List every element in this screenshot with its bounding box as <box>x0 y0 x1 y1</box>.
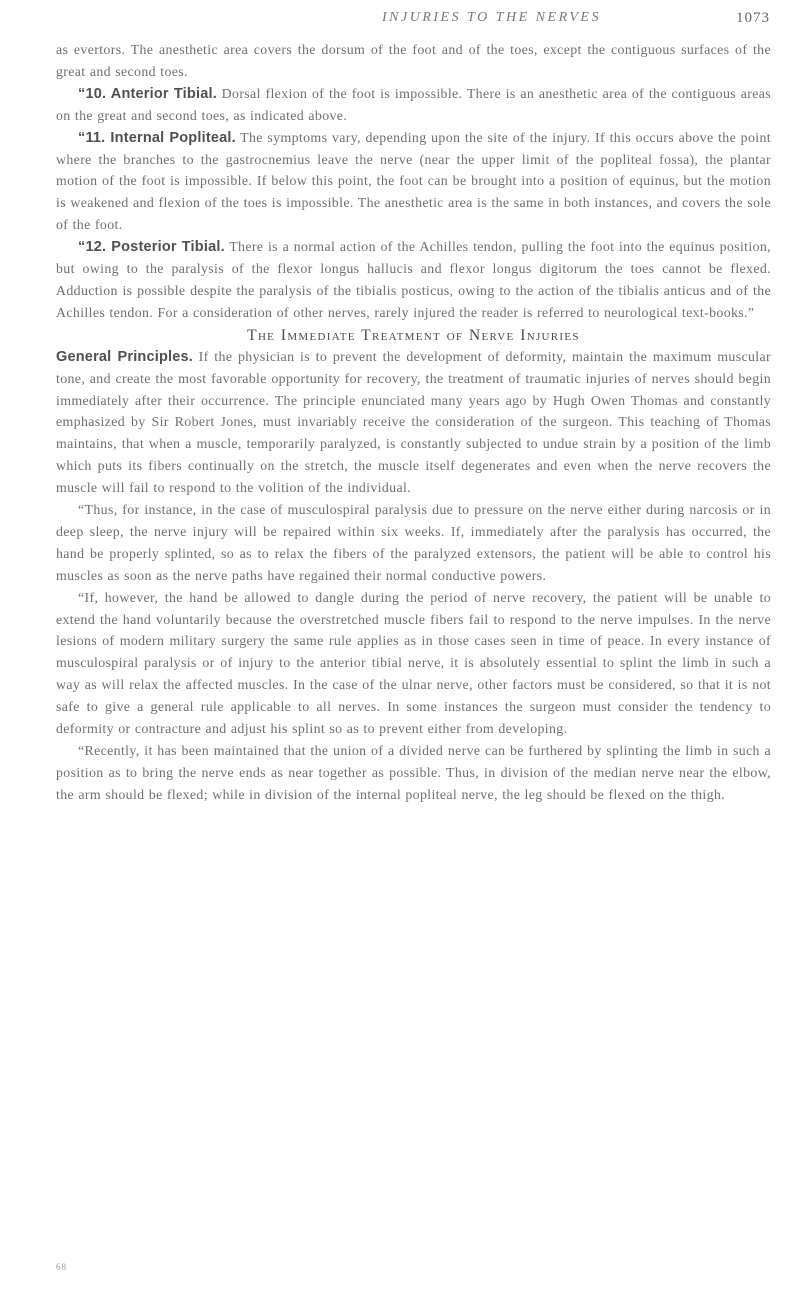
paragraph-internal-popliteal <box>56 128 771 238</box>
paragraph-text: “Thus, for instance, in the case of musculospiral paralysis due to pressure on the nerve either during narcosis or in deep sleep, the nerve injury will be repaired within six weeks. If, immediately after the paralysis has occurred, the hand be properly splinted, so as to relax the fibers of the paralyzed extensors, the patient will be able to control his muscles as soon as the nerve paths have regained their normal conductive powers. <box>56 503 771 584</box>
paragraph-text: “Recently, it has been maintained that the union of a divided nerve can be furthered by splinting the limb in such a position as to bring the nerve ends as near together as possible. Thus, in division of the median nerve near the elbow, the arm should be flexed; while in division of the internal popliteal nerve, the leg should be flexed on the thigh. <box>56 744 771 803</box>
page-number: 1073 <box>736 10 770 26</box>
text-column <box>56 40 771 807</box>
paragraph-anterior-tibial <box>56 84 771 128</box>
running-title: INJURIES TO THE NERVES <box>382 10 601 25</box>
paragraph-text: There is a normal action of the Achilles tendon, pulling the foot into the equinus position, but owing to the paralysis of the flexor longus hallucis and flexor longus digitorum the toes cannot be flexed. Adduction is possible despite the paralysis of the tibialis posticus, owing to the action of the tibialis anticus and of the Achilles tendon. For a consideration of other nerves, rarely injured the reader is referred to neurological text-books.” <box>56 240 771 321</box>
paragraph-text: Dorsal flexion of the foot is impossible. There is an anesthetic area of the contiguous areas on the great and second toes, as indicated above. <box>56 86 772 124</box>
run-in-heading-anterior-tibial: “10. Anterior Tibial. <box>78 85 217 102</box>
paragraph-evertors <box>56 40 771 84</box>
signature-mark: 68 <box>56 1262 67 1272</box>
paragraph-text: “If, however, the hand be allowed to dangle during the period of nerve recovery, the patient will be unable to extend the hand voluntarily because the overstretched muscle fibers fail to respond to the nerve impulses. In the nerve lesions of modern military surgery the same rule applies as in those cases seen in time of peace. In every instance of musculospiral paralysis or of injury to the anterior tibial nerve, it is absolutely essential to splint the limb in such a way as will relax the affected muscles. In the case of the ulnar nerve, other factors must be considered, so that it is not safe to give a general rule applicable to all nerves. In some instances the surgeon must consider the tendency to deformity or contracture and adjust his splint so as to prevent either from developing. <box>56 590 771 738</box>
paragraph-text: The symptoms vary, depending upon the site of the injury. If this occurs above the point where the branches to the gastrocnemius leave the nerve (near the upper limit of the popliteal fossa), the plantar motion of the foot is impossible. If below this point, the foot can be brought into a position of equinus, but the motion is weakened and flexion of the toes is impossible. The anesthetic area is the same in both instances, and covers the sole of the foot. <box>56 130 771 234</box>
paragraph-musculospiral-example <box>56 500 771 588</box>
paragraph-text: as evertors. The anesthetic area covers the dorsum of the foot and of the toes, except the contiguous surfaces of the great and second toes. <box>56 43 771 80</box>
section-heading: The Immediate Treatment of Nerve Injuries <box>247 326 580 344</box>
paragraph-general-principles <box>56 347 771 500</box>
run-in-heading-internal-popliteal: “11. Internal Popliteal. <box>78 129 236 146</box>
run-in-heading-general-principles: General Principles. <box>56 348 194 365</box>
paragraph-text: If the physician is to prevent the development of deformity, maintain the maximum muscular tone, and create the most favorable opportunity for recovery, the treatment of traumatic injuries of nerves should begin immediately after their occurrence. The principle enunciated many years ago by Hugh Owen Thomas and constantly emphasized by Sir Robert Jones, must invariably receive the consideration of the surgeon. This teaching of Thomas maintains, that when a muscle, temporarily paralyzed, is constantly subjected to undue strain by a position of the limb which puts its fibers continually on the stretch, the muscle itself degenerates and even when the nerve recovers the muscle will fail to respond to the volition of the individual. <box>56 349 771 497</box>
run-in-heading-posterior-tibial: “12. Posterior Tibial. <box>78 239 225 256</box>
paragraph-dangle-hand <box>56 588 771 741</box>
paragraph-nerve-union <box>56 741 771 807</box>
paragraph-posterior-tibial <box>56 237 771 325</box>
running-head <box>150 10 770 34</box>
